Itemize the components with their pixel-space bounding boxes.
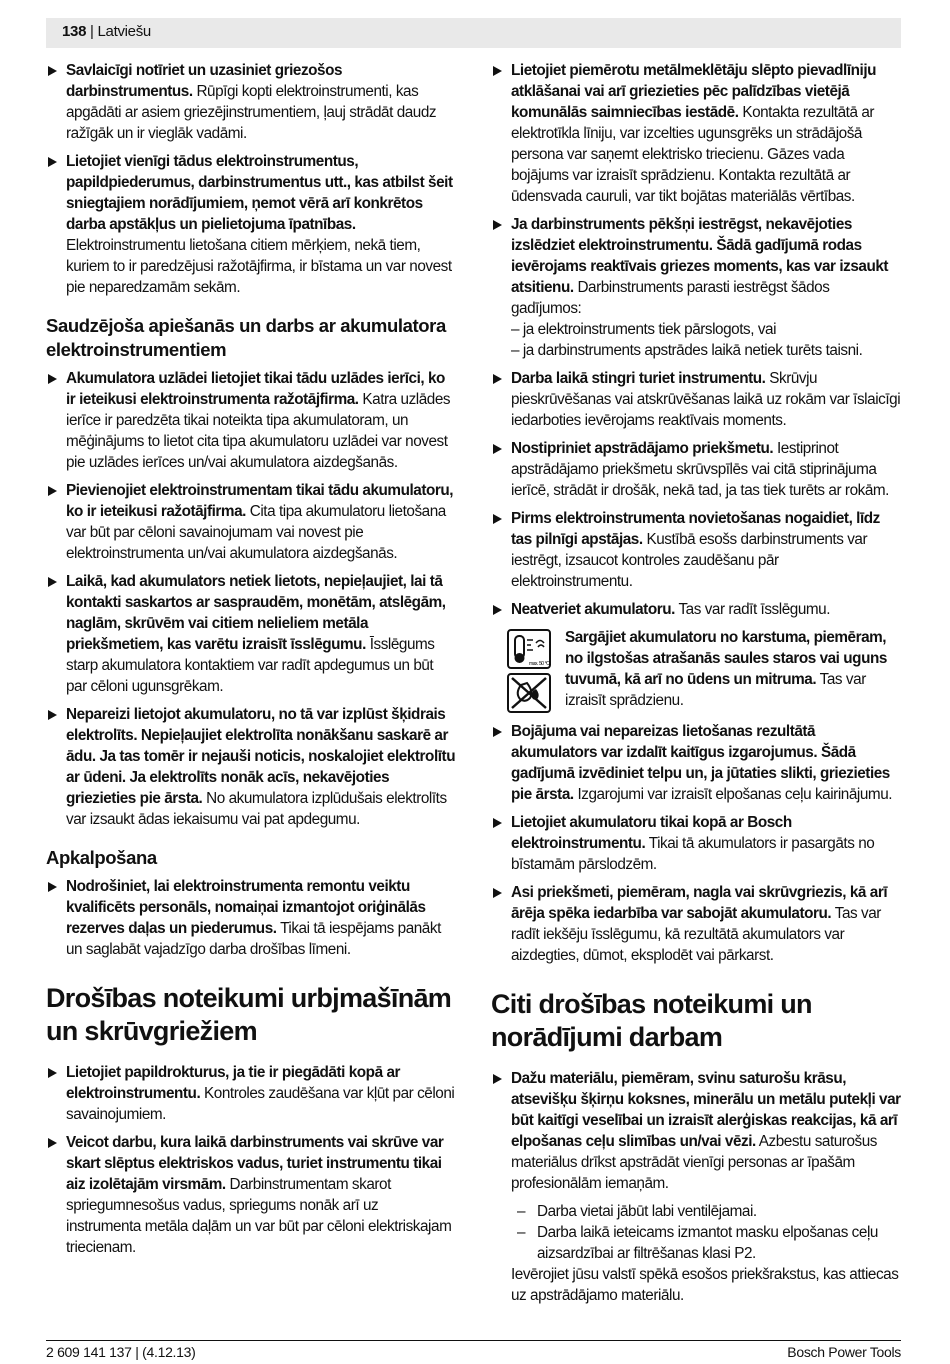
bullet-item xyxy=(491,368,901,431)
item-bold-text: Lietojiet piemērotu metālmeklētāju slēpto pievadlīniju atklāšanai vai arī griezieties pēc palīdzības vietējā komunālās saimniecības iestādē. xyxy=(511,62,877,121)
item-text: Azbestu saturošus materiālus drīkst apstrādāt vienīgi personas ar īpašām profesionālām iemaņām. xyxy=(511,1133,877,1192)
section-heading: Apkalpošana xyxy=(46,847,157,868)
bullet-item xyxy=(491,721,901,805)
item-text: Skrūvju pieskrūvēšanas vai atskrūvēšanas laikā uz rokām var īslaicīgi iedarboties ievērojams reaktīvais moments. xyxy=(511,370,901,429)
warning-bold-text: Sargājiet akumulatoru no karstuma, piemēram, no ilgstošas atrašanās saules staros vai uguns tuvumā, kā arī no ūdens un mitruma. xyxy=(565,629,887,688)
bullet-triangle-icon xyxy=(493,1074,502,1084)
bullet-triangle-icon xyxy=(48,66,57,76)
bullet-triangle-icon xyxy=(493,727,502,737)
item-text: Darbinstrumentam skarot spriegumnesošus vadus, spriegums nonāk arī uz instrumenta metāla daļām un var būt par cēloni elektriskajam triecienam. xyxy=(66,1176,452,1256)
item-bold-text: Laikā, kad akumulators netiek lietots, nepieļaujiet, lai tā kontakti saskartos ar saspraudēm, monētām, atslēgām, naglām, skrūvēm vai citiem nelieliem metāla priekšmetiem, kas varētu izraisīt īsslēgumu. xyxy=(66,573,446,653)
bullet-item xyxy=(491,438,901,501)
item-bold-text: Neatveriet akumulatoru. xyxy=(511,601,675,618)
chapter-heading: Drošības noteikumi urbjmašīnām un skrūvgriežiem xyxy=(46,983,452,1046)
header-bar xyxy=(46,18,901,48)
item-bold-text: Nodrošiniet, lai elektroinstrumenta remontu veiktu kvalificēts personāls, nomaiņai izmantojot oriģinālās rezerves daļas un piederumus. xyxy=(66,878,426,937)
bullet-triangle-icon xyxy=(493,514,502,524)
bullet-item xyxy=(46,1132,456,1258)
footer-doc-code: 2 609 141 137 | (4.12.13) xyxy=(46,1344,196,1360)
item-bold-text: Nostipriniet apstrādājamo priekšmetu. xyxy=(511,440,774,457)
dash-item xyxy=(491,1201,901,1222)
item-text: Rūpīgi kopti elektroinstrumenti, kas apgādāti ar asiem griezējinstrumentiem, ļauj strādāt daudz ražīgāk un ir vieglāk vadāmi. xyxy=(66,83,437,142)
item-text: Tikai tā iespējams panākt un saglabāt vajadzīgo darba drošības līmeni. xyxy=(66,920,441,958)
item-bold-text: Veicot darbu, kura laikā darbinstruments vai skrūve var skart slēptus elektriskos vadus, turiet instrumentu tikai aiz izolētajām virsmām. xyxy=(66,1134,444,1193)
item-bold-text: Dažu materiālu, piemēram, svinu saturošu krāsu, atsevišķu šķirņu koksnes, minerālu un metālu putekļi var būt kaitīgi veselībai un izraisīt alerģiskas reakcijas, kā arī elpošanas ceļu slimības un/vai vēzi. xyxy=(511,1070,901,1150)
warning-icons xyxy=(507,629,553,719)
item-bold-text: Lietojiet vienīgi tādus elektroinstrumentus, papildpiederumus, darbinstrumentus utt., kas atbilst šeit sniegtajiem norādījumiem, ņemot vērā arī konkrētos darba apstākļus un pielietojuma īpatnības. xyxy=(66,153,453,233)
item-bold-text: Darba laikā stingri turiet instrumentu. xyxy=(511,370,766,387)
item-text: Cita tipa akumulatoru lietošana var būt par cēloni savainojumam vai novest pie elektroinstrumenta un/vai akumulatora aizdegšanās. xyxy=(66,503,446,562)
bullet-item xyxy=(46,368,456,473)
item-text: Iestiprinot apstrādājamo priekšmetu skrūvspīlēs vai citā stiprinājuma ierīcē, strādāt ir drošāk, nekā tad, ja tas tiek turēts ar rokām. xyxy=(511,440,889,499)
item-text: Kontroles zaudēšana var kļūt par cēloni savainojumiem. xyxy=(66,1085,455,1123)
item-text: Tas var radīt iekšēju īsslēgumu, kā rezultātā akumulators var aizdegties, dūmot, eksplodēt vai pārkarst. xyxy=(511,905,881,964)
bullet-triangle-icon xyxy=(48,157,57,167)
bullet-triangle-icon xyxy=(48,1068,57,1078)
bullet-item xyxy=(46,876,456,960)
heat-water-warning xyxy=(491,627,901,713)
item-text: Tas var radīt īsslēgumu. xyxy=(674,601,831,618)
item-bold-text: Pirms elektroinstrumenta novietošanas nogaidiet, līdz tas pilnīgi apstājas. xyxy=(511,510,880,548)
item-bold-text: Ja darbinstruments pēkšņi iestrēgst, nekavējoties izslēdziet elektroinstrumentu. Šādā gadījumā rodas ievērojams reaktīvais griezes moments, kas var izsaukt atsitienu. xyxy=(511,216,889,296)
item-bold-text: Akumulatora uzlādei lietojiet tikai tādu uzlādes ierīci, ko ir ieteikusi elektroinstrumenta ražotājfirma. xyxy=(66,370,445,408)
section-heading: Saudzējoša apiešanās un darbs ar akumulatora elektroinstrumentiem xyxy=(46,315,446,360)
dash-item-text: Darba laikā ieteicams izmantot masku elpošanas ceļu aizsardzībai ar filtrēšanas klasi P2. xyxy=(537,1224,878,1262)
item-bold-text: Lietojiet akumulatoru tikai kopā ar Bosch elektroinstrumentu. xyxy=(511,814,792,852)
item-text: Kustībā esošs darbinstruments var iestrēgt, izsaucot kontroles zaudēšanu pār elektroinstrumentu. xyxy=(511,531,868,590)
bullet-triangle-icon xyxy=(493,818,502,828)
temperature-label: max. 50 °C xyxy=(529,661,550,667)
page-header xyxy=(62,23,151,40)
item-text: No akumulatora izplūdušais elektrolīts var izsaukt ādas iekaisumu vai pat apdegumu. xyxy=(66,790,447,828)
item-bold-text: Pievienojiet elektroinstrumentam tikai tādu akumulatoru, ko ir ieteikusi ražotājfirma. xyxy=(66,482,454,520)
bullet-triangle-icon xyxy=(493,888,502,898)
item-text: Katra uzlādes ierīce ir paredzēta tikai noteikta tipa akumulatoram, un mēģinājums to lietot cita tipa akumulatoru uzlādei var novest pie uzlādes ierīces un/vai akumulatora aizdegšanās. xyxy=(66,391,451,471)
item-bold-text: Asi priekšmeti, piemēram, nagla vai skrūvgriezis, kā arī ārēja spēka iedarbība var sabojāt akumulatoru. xyxy=(511,884,888,922)
bullet-item xyxy=(46,704,456,830)
bullet-triangle-icon xyxy=(493,444,502,454)
item-bold-text: Nepareizi lietojot akumulatoru, no tā var izplūst šķidrais elektrolīts. Nepieļaujiet elektrolīta nonākšanu saskarē ar ādu. Ja tas tomēr ir nejauši noticis, noskalojiet elektrolītu ar ūdeni. Ja elektrolīts nonāk acīs, nekavējoties griezieties pie ārsta. xyxy=(66,706,456,807)
bullet-item xyxy=(491,508,901,592)
bullet-item xyxy=(491,599,901,620)
footer-brand: Bosch Power Tools xyxy=(787,1344,901,1360)
bullet-item xyxy=(491,214,901,361)
item-bold-text: Lietojiet papildrokturus, ja tie ir piegādāti kopā ar elektroinstrumentu. xyxy=(66,1064,400,1102)
heat-warning-icon xyxy=(507,629,553,713)
dash-line: – ja darbinstruments apstrādes laikā netiek turēts taisni. xyxy=(511,342,863,359)
item-text: Elektroinstrumentu lietošana citiem mērķiem, nekā tiem, kuriem to ir paredzējusi ražotājfirma, ir bīstama un var novest pie neparedzamām sekām. xyxy=(66,237,452,296)
left-column xyxy=(46,60,456,1265)
bullet-triangle-icon xyxy=(48,374,57,384)
item-text: Darbinstruments parasti iestrēgst šādos gadījumos: xyxy=(511,279,830,317)
bullet-item xyxy=(491,60,901,207)
bullet-item xyxy=(46,151,456,298)
bullet-item xyxy=(46,60,456,144)
item-text: Īsslēgums starp akumulatora kontaktiem var radīt apdegumus un būt par cēloni ugunsgrēkam. xyxy=(66,636,435,695)
dash-line: – ja elektroinstruments tiek pārslogots, vai xyxy=(511,321,777,338)
item-text: Izgarojumi var izraisīt elpošanas ceļu kairinājumu. xyxy=(573,786,893,803)
bullet-triangle-icon xyxy=(493,374,502,384)
bullet-triangle-icon xyxy=(48,577,57,587)
right-column xyxy=(491,60,901,1313)
dash-item-text: Darba vietai jābūt labi ventilējamai. xyxy=(537,1203,757,1220)
bullet-item xyxy=(46,1062,456,1125)
bullet-item xyxy=(491,882,901,966)
page-number: 138 xyxy=(62,23,87,40)
closing-paragraph: Ievērojiet jūsu valstī spēkā esošos priekšrakstus, kas attiecas uz apstrādājamo materiālu. xyxy=(511,1266,899,1304)
footer-divider xyxy=(46,1340,901,1341)
header-language: Latviešu xyxy=(97,23,151,40)
warning-text: Tas var izraisīt sprādzienu. xyxy=(565,671,866,709)
item-bold-text: Bojājuma vai nepareizas lietošanas rezultātā akumulators var izdalīt kaitīgus izgarojumus. Šādā gadījumā izvēdiniet telpu un, ja jūtaties slikti, griezieties pie ārsta. xyxy=(511,723,890,803)
item-bold-text: Savlaicīgi notīriet un uzasiniet griezošos darbinstrumentus. xyxy=(66,62,343,100)
bullet-triangle-icon xyxy=(48,710,57,720)
bullet-triangle-icon xyxy=(48,1138,57,1148)
dash-marker: – xyxy=(517,1203,526,1220)
bullet-triangle-icon xyxy=(493,605,502,615)
bullet-item xyxy=(46,571,456,697)
chapter-heading: Citi drošības noteikumi un norādījumi darbam xyxy=(491,989,812,1052)
bullet-item xyxy=(491,1068,901,1194)
header-separator: | xyxy=(90,23,94,40)
bullet-item xyxy=(46,480,456,564)
item-text: Kontakta rezultātā ar elektrotīkla līniju, var izcelties ugunsgrēks un strādājošā persona var saņemt elektrisko triecienu. Gāzes vada bojājums var izraisīt sprādzienu. Kontakta rezultātā ar ūdensvada cauruli, var tikt bojātas materiālās vērtības. xyxy=(511,104,875,205)
dash-item xyxy=(491,1222,901,1264)
bullet-triangle-icon xyxy=(493,220,502,230)
bullet-triangle-icon xyxy=(48,486,57,496)
dash-marker: – xyxy=(517,1224,526,1241)
item-text: Tikai tā akumulators ir pasargāts no bīstamām pārslodzēm. xyxy=(511,835,875,873)
bullet-item xyxy=(491,812,901,875)
bullet-triangle-icon xyxy=(493,66,502,76)
bullet-triangle-icon xyxy=(48,882,57,892)
